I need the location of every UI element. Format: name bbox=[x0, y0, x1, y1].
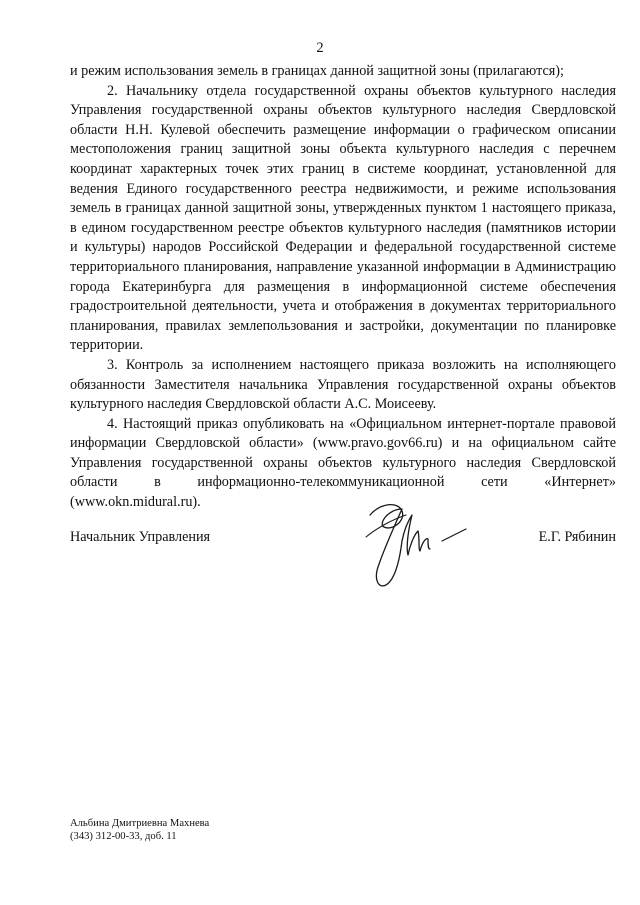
signer-position: Начальник Управления bbox=[70, 529, 211, 545]
paragraph-item-2: 2. Начальнику отдела государственной охраны объектов культурного наследия Управления государственной охраны объектов культурного наследия Свердловской области Н.Н. Кулевой обеспечить размещение информации о графическом описании местоположения границ защитной зоны объекта культурного наследия с перечнем координат характерных точек этих границ в системе координат, установленной для ведения Единого государственного реестра недвижимости, и режиме использования земель в границах данной защитной зоны, утвержденных пунктом 1 настоящего приказа, в едином государственном реестре объектов культурного наследия (памятников истории и культуры) народов Российской Федерации и федеральной государственной системе территориального планирования, направление указанной информации в Администрацию города Екатеринбурга для размещения в информационной системе обеспечения градостроительной деятельности, учета и отображения в документах территориального планирования, правилах землепользования и застройки, документации по планировке территории. bbox=[70, 82, 616, 354]
executor-info bbox=[70, 817, 209, 843]
executor-name: Альбина Дмитриевна Махнева bbox=[70, 818, 210, 829]
executor-phone: (343) 312-00-33, доб. 11 bbox=[70, 831, 177, 842]
handwritten-signature bbox=[358, 497, 473, 592]
page-number: 2 bbox=[316, 40, 324, 56]
document-body bbox=[70, 62, 616, 513]
paragraph-item-3: 3. Контроль за исполнением настоящего приказа возложить на исполняющего обязанности Заместителя начальника Управления государственной охраны объектов культурного наследия Свердловской области А.С. Моисееву. bbox=[70, 356, 616, 413]
paragraph-continuation: и режим использования земель в границах данной защитной зоны (прилагаются); bbox=[70, 63, 564, 79]
paragraph-item-4: 4. Настоящий приказ опубликовать на «Официальном интернет-портале правовой информации Свердловской области» (www.pravo.gov66.ru) и на официальном сайте Управления государственной охраны объектов культурного наследия Свердловской области в информационно-телекоммуникационной сети «Интернет» (www.okn.midural.ru). bbox=[70, 415, 616, 511]
signer-name: Е.Г. Рябинин bbox=[538, 529, 616, 545]
